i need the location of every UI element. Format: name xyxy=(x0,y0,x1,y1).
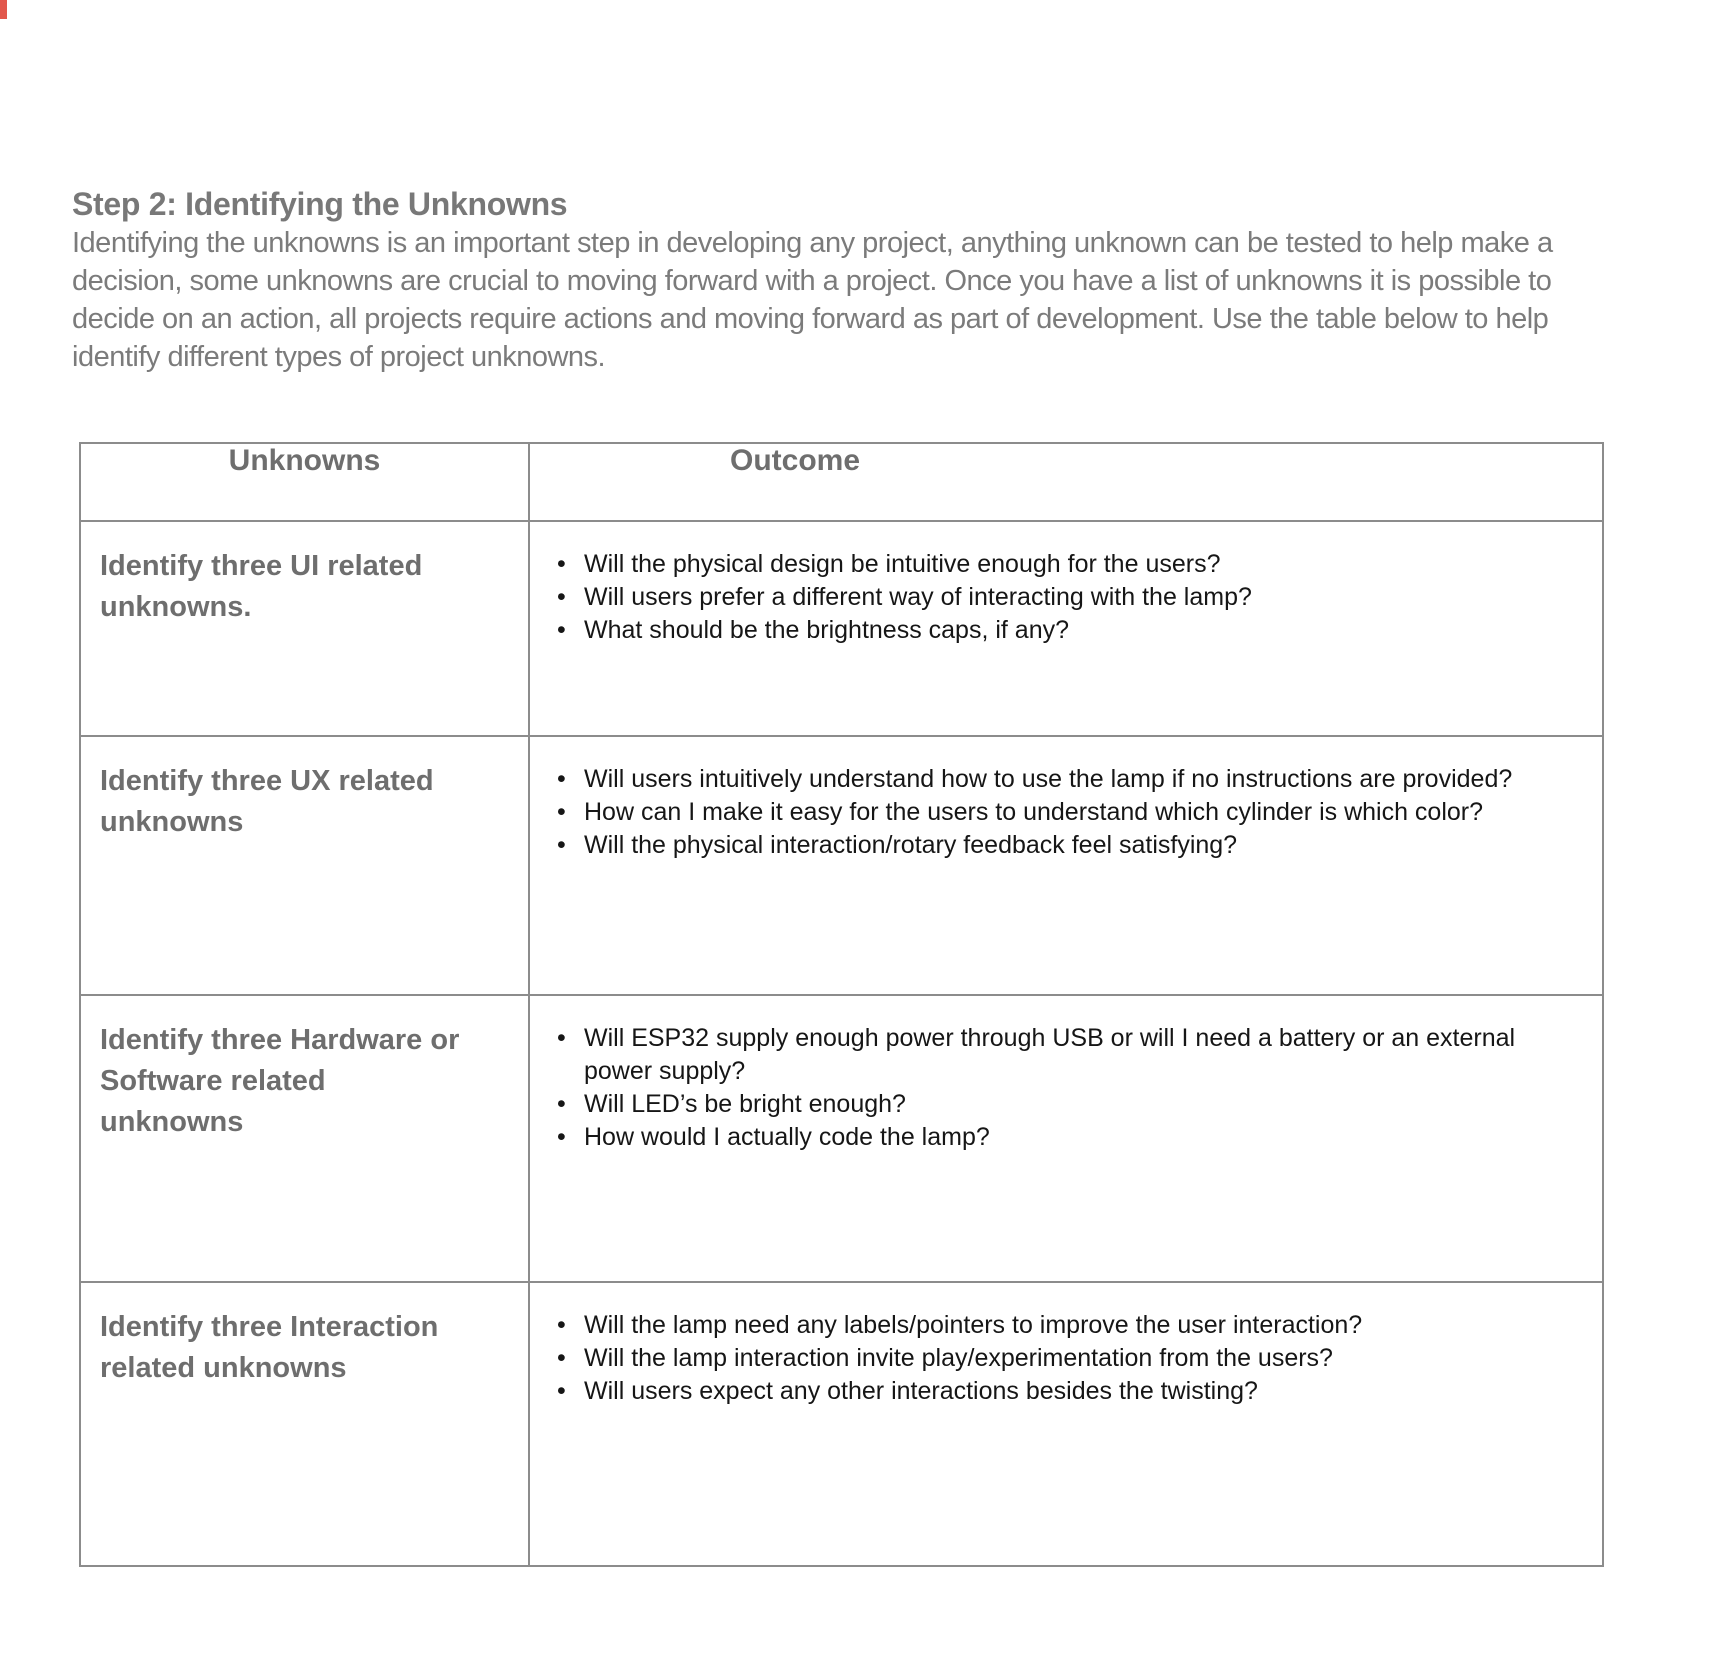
screen-corner-artifact xyxy=(0,0,7,19)
unknowns-table xyxy=(79,442,1604,1567)
unknown-label-line: unknowns xyxy=(100,806,244,838)
table-header-row xyxy=(80,443,1603,521)
unknown-cell-interaction xyxy=(80,1282,529,1566)
intro-line: Identifying the unknowns is an important step in developing any project, anything unknown can be tested to help make a xyxy=(72,227,1553,259)
intro-line: identify different types of project unknowns. xyxy=(72,341,606,373)
unknown-label-line: Identify three UX related xyxy=(100,765,434,797)
outcome-item: • Will LED’s be bright enough? xyxy=(584,1088,1534,1121)
outcome-cell-ux xyxy=(529,736,1603,995)
outcome-item: • Will users intuitively understand how to use the lamp if no instructions are provided? xyxy=(584,763,1534,796)
outcome-item: • How can I make it easy for the users to understand which cylinder is which color? xyxy=(584,796,1534,829)
outcome-item: • Will the lamp need any labels/pointers to improve the user interaction? xyxy=(584,1309,1534,1342)
outcome-item: • How would I actually code the lamp? xyxy=(584,1121,1534,1154)
outcome-cell-hardware-software xyxy=(529,995,1603,1282)
column-header-unknowns xyxy=(80,443,529,521)
column-header-outcome-label: Outcome xyxy=(729,444,861,477)
unknown-cell-ux xyxy=(80,736,529,995)
outcome-item: • Will the physical design be intuitive enough for the users? xyxy=(584,548,1534,581)
outcome-item: • Will ESP32 supply enough power through USB or will I need a battery or an external power supply? xyxy=(584,1022,1534,1088)
column-header-unknowns-label: Unknowns xyxy=(228,444,381,477)
table-row xyxy=(80,521,1603,736)
outcome-cell-ui xyxy=(529,521,1603,736)
unknown-cell-ui xyxy=(80,521,529,736)
outcome-item: • Will the physical interaction/rotary feedback feel satisfying? xyxy=(584,829,1534,862)
table-row xyxy=(80,1282,1603,1566)
column-header-outcome xyxy=(529,443,1603,521)
intro-line: decision, some unknowns are crucial to moving forward with a project. Once you have a list of unknowns it is possible to xyxy=(72,265,1552,297)
outcome-item: • Will users prefer a different way of interacting with the lamp? xyxy=(584,581,1534,614)
unknown-label-line: Identify three Hardware or xyxy=(100,1024,460,1056)
table-row xyxy=(80,995,1603,1282)
unknown-label-line: related unknowns xyxy=(100,1352,347,1384)
unknown-label-line: unknowns. xyxy=(100,591,252,623)
outcome-list xyxy=(584,1309,1534,1408)
outcome-cell-interaction xyxy=(529,1282,1603,1566)
unknown-label-line: unknowns xyxy=(100,1106,244,1138)
section-heading: Step 2: Identifying the Unknowns xyxy=(72,186,568,222)
outcome-item: • What should be the brightness caps, if any? xyxy=(584,614,1534,647)
outcome-list xyxy=(584,548,1534,647)
unknown-cell-hardware-software xyxy=(80,995,529,1282)
intro-line: decide on an action, all projects require actions and moving forward as part of development. Use the table below to help xyxy=(72,303,1549,335)
outcome-item: • Will users expect any other interactions besides the twisting? xyxy=(584,1375,1534,1408)
outcome-list xyxy=(584,1022,1534,1154)
table-row xyxy=(80,736,1603,995)
unknown-label-line: Identify three Interaction xyxy=(100,1311,439,1343)
intro-paragraph xyxy=(72,224,1553,376)
outcome-item: • Will the lamp interaction invite play/experimentation from the users? xyxy=(584,1342,1534,1375)
outcome-list xyxy=(584,763,1534,862)
unknown-label-line: Software related xyxy=(100,1065,326,1097)
unknown-label-line: Identify three UI related xyxy=(100,550,423,582)
